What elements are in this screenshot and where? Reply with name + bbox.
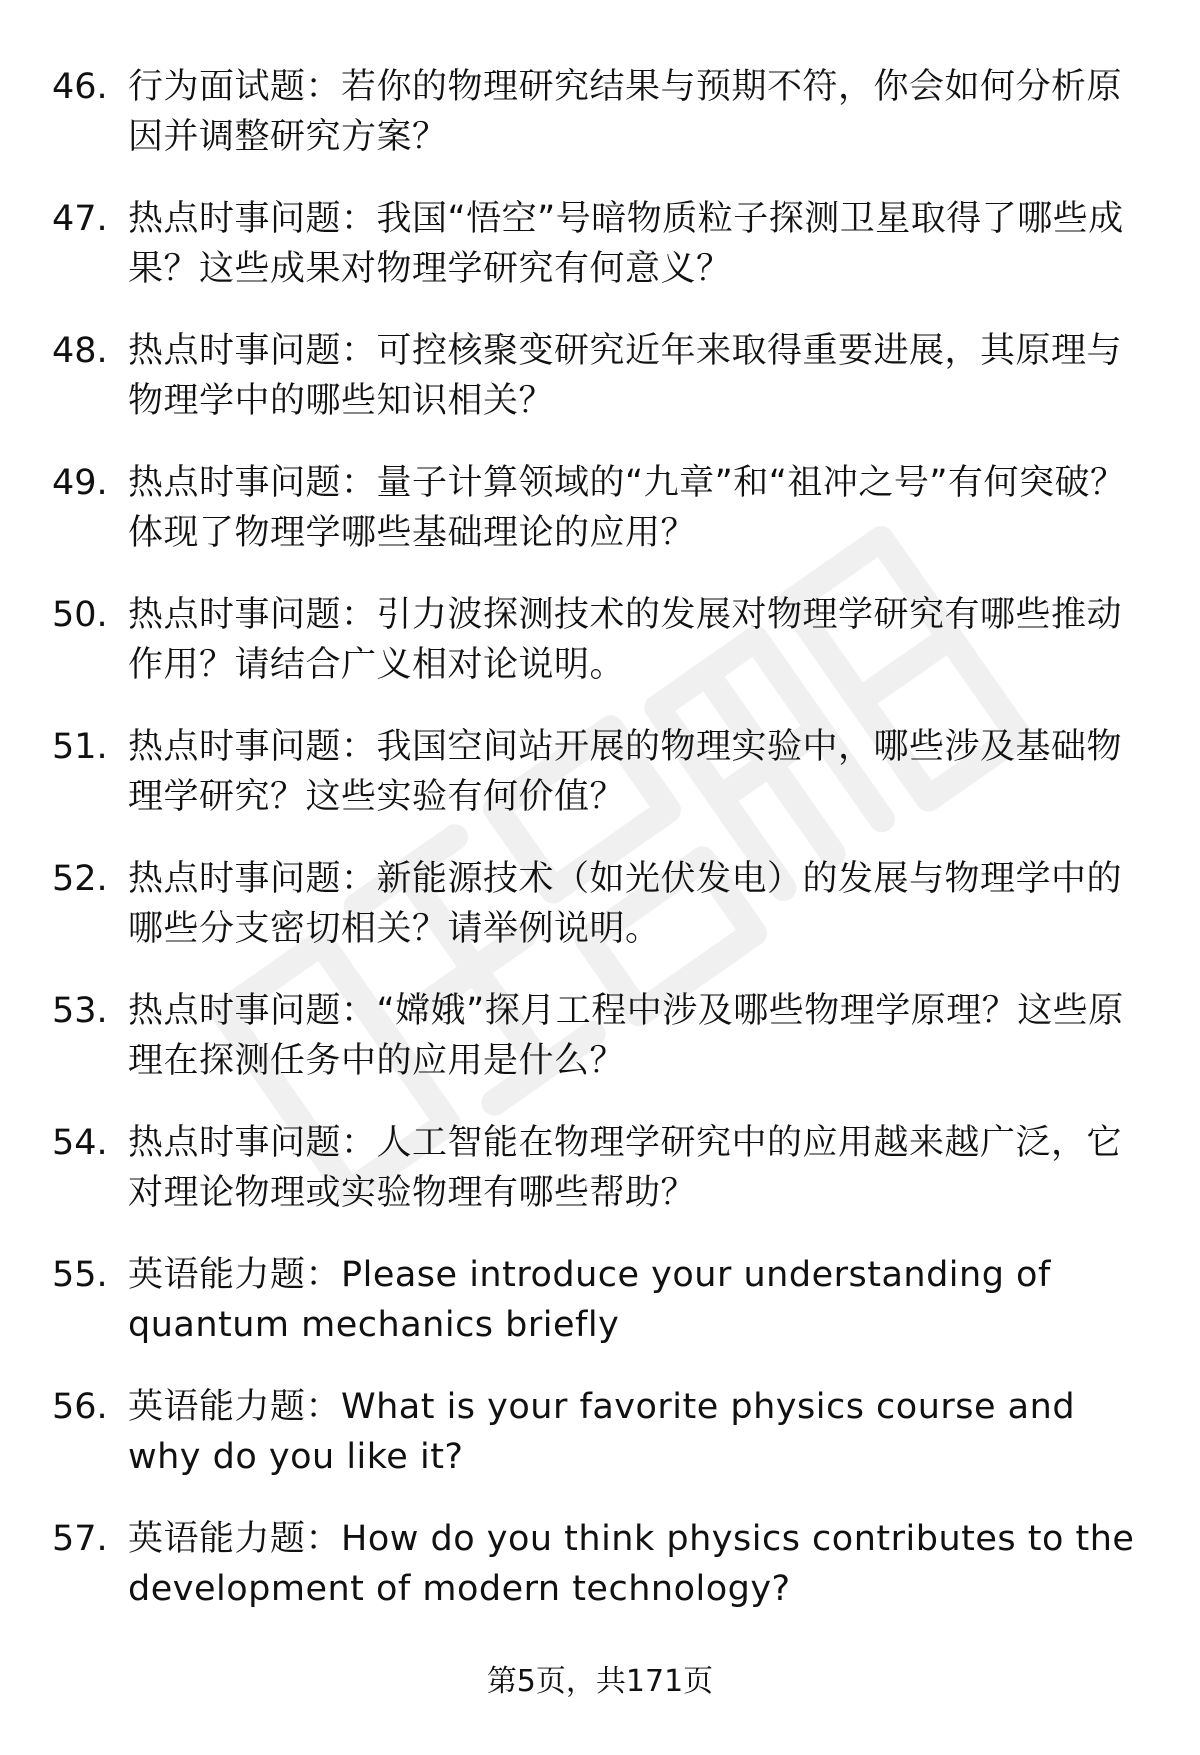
question-number: 54. xyxy=(52,1123,108,1163)
question-item xyxy=(0,1114,1200,1246)
question-number: 49. xyxy=(52,463,108,503)
question-number: 52. xyxy=(52,859,108,899)
question-text: 热点时事问题：量子计算领域的“九章”和“祖冲之号”有何突破？体现了物理学哪些基础理论的应用？ xyxy=(128,463,1126,553)
question-text: 热点时事问题：可控核聚变研究近年来取得重要进展，其原理与物理学中的哪些知识相关？ xyxy=(128,331,1123,421)
question-item xyxy=(0,1510,1200,1642)
question-text: 热点时事问题：人工智能在物理学研究中的应用越来越广泛，它对理论物理或实验物理有哪些帮助？ xyxy=(128,1123,1123,1213)
question-item xyxy=(0,1378,1200,1510)
question-number: 48. xyxy=(52,331,108,371)
question-text: 英语能力题：How do you think physics contributes to the development of modern technology? xyxy=(128,1519,1135,1609)
question-text: 热点时事问题：“嫦娥”探月工程中涉及哪些物理学原理？这些原理在探测任务中的应用是什么？ xyxy=(128,991,1124,1081)
question-item xyxy=(0,718,1200,850)
question-item xyxy=(0,982,1200,1114)
question-list xyxy=(0,58,1200,1642)
question-number: 53. xyxy=(52,991,108,1031)
question-text: 热点时事问题：引力波探测技术的发展对物理学研究有哪些推动作用？请结合广义相对论说明。 xyxy=(128,595,1123,685)
question-text: 行为面试题：若你的物理研究结果与预期不符，你会如何分析原因并调整研究方案？ xyxy=(128,67,1123,157)
question-item xyxy=(0,586,1200,718)
question-number: 56. xyxy=(52,1387,108,1427)
question-number: 55. xyxy=(52,1255,108,1295)
question-number: 46. xyxy=(52,67,108,107)
question-text: 热点时事问题：新能源技术（如光伏发电）的发展与物理学中的哪些分支密切相关？请举例说明。 xyxy=(128,859,1123,949)
page-number-footer: 第5页，共171页 xyxy=(486,1664,714,1699)
question-text: 热点时事问题：我国空间站开展的物理实验中，哪些涉及基础物理学研究？这些实验有何价值？ xyxy=(128,727,1123,817)
question-text: 热点时事问题：我国“悟空”号暗物质粒子探测卫星取得了哪些成果？这些成果对物理学研究有何意义？ xyxy=(128,199,1124,289)
question-number: 47. xyxy=(52,199,108,239)
question-text: 英语能力题：Please introduce your understanding of quantum mechanics briefly xyxy=(128,1255,1051,1345)
question-item xyxy=(0,58,1200,190)
question-number: 51. xyxy=(52,727,108,767)
question-text: 英语能力题：What is your favorite physics course and why do you like it? xyxy=(128,1387,1076,1477)
question-number: 57. xyxy=(52,1519,108,1559)
question-item xyxy=(0,322,1200,454)
question-number: 50. xyxy=(52,595,108,635)
question-item xyxy=(0,850,1200,982)
question-item xyxy=(0,190,1200,322)
question-item xyxy=(0,454,1200,586)
question-item xyxy=(0,1246,1200,1378)
